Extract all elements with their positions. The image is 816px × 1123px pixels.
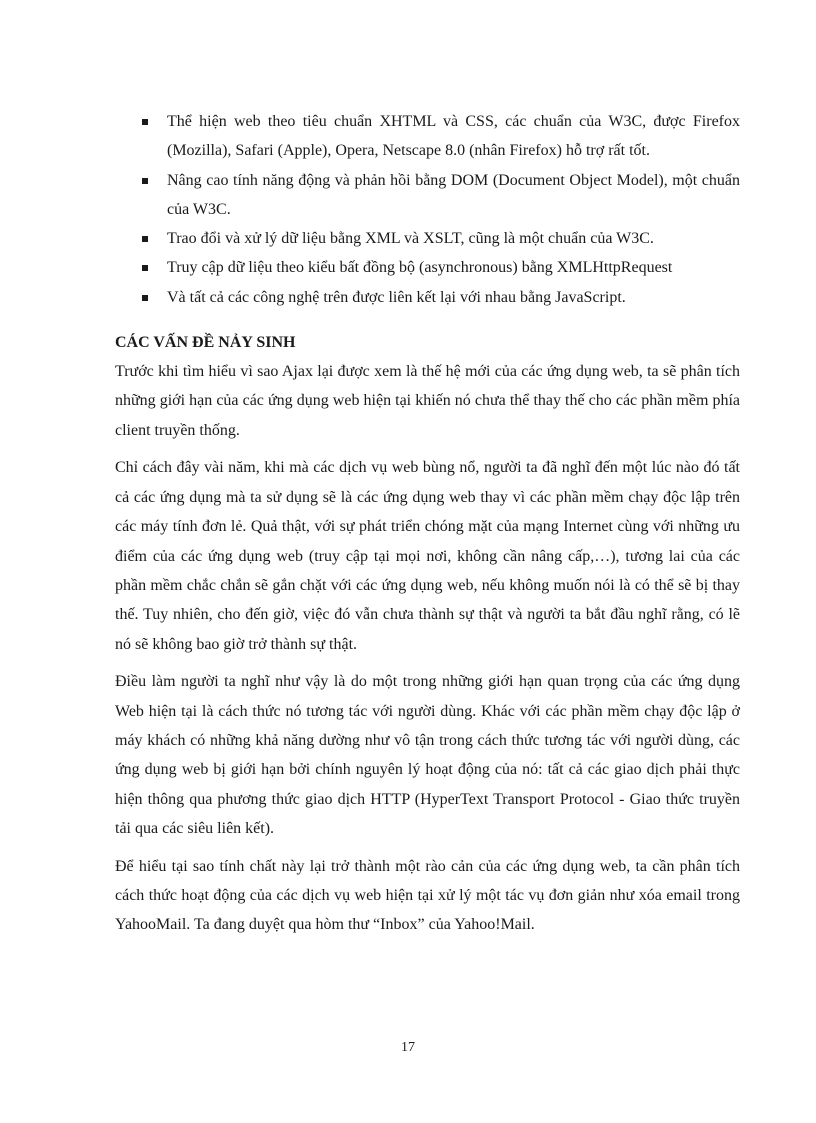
bullet-item [115,283,740,312]
page-number: 17 [401,1040,415,1055]
square-bullet-icon [142,265,148,271]
section-heading: CÁC VẤN ĐỀ NẢY SINH [115,334,296,352]
square-bullet-icon [142,178,148,184]
feature-bullet-list [115,107,740,312]
paragraph: Trước khi tìm hiểu vì sao Ajax lại được xem là thế hệ mới của các ứng dụng web, ta sẽ phân tích những giới hạn của các ứng dụng web hiện tại khiến nó chưa thể thay thế cho các phần mềm phía client truyền thống. [115,363,740,439]
bullet-text: Truy cập dữ liệu theo kiểu bất đồng bộ (asynchronous) bằng XMLHttpRequest [167,259,673,277]
paragraph: Chỉ cách đây vài năm, khi mà các dịch vụ web bùng nổ, người ta đã nghĩ đến một lúc nào đó tất cả các ứng dụng mà ta sử dụng sẽ là các ứng dụng web thay vì các phần mềm chạy độc lập trên các máy tính đơn lẻ. Quả thật, với sự phát triển chóng mặt của mạng Internet cùng với những ưu điểm của các ứng dụng web (truy cập tại mọi nơi, không cần nâng cấp,…), tương lai của các phần mềm chắc chắn sẽ gắn chặt với các ứng dụng web, nếu không muốn nói là có thể sẽ bị thay thế. Tuy nhiên, cho đến giờ, việc đó vẫn chưa thành sự thật và người ta bắt đầu nghĩ rằng, có lẽ nó sẽ không bao giờ trở thành sự thật. [115,459,740,653]
square-bullet-icon [142,119,148,125]
paragraph: Điều làm người ta nghĩ như vậy là do một trong những giới hạn quan trọng của các ứng dụng Web hiện tại là cách thức nó tương tác với người dùng. Khác với các phần mềm chạy độc lập ở máy khách có những khả năng dường như vô tận trong cách thức tương tác với người dùng, các ứng dụng web bị giới hạn bởi chính nguyên lý hoạt động của nó: tất cả các giao dịch phải thực hiện thông qua phương thức giao dịch HTTP (HyperText Transport Protocol - Giao thức truyền tải qua các siêu liên kết). [115,673,740,838]
bullet-text: Nâng cao tính năng động và phản hồi bằng DOM (Document Object Model), một chuẩn của W3C. [167,171,740,218]
square-bullet-icon [142,295,148,301]
bullet-item [115,224,740,253]
bullet-text: Trao đổi và xử lý dữ liệu bằng XML và XSLT, cũng là một chuẩn của W3C. [167,230,654,248]
bullet-text: Và tất cả các công nghệ trên được liên kết lại với nhau bằng JavaScript. [167,288,626,306]
page-content [115,107,740,948]
paragraph: Để hiểu tại sao tính chất này lại trở thành một rào cản của các ứng dụng web, ta cần phân tích cách thức hoạt động của các dịch vụ web hiện tại xử lý một tác vụ đơn giản như xóa email trong YahooMail. Ta đang duyệt qua hòm thư “Inbox” của Yahoo!Mail. [115,857,740,934]
bullet-text: Thể hiện web theo tiêu chuẩn XHTML và CSS, các chuẩn của W3C, được Firefox (Mozilla), Safari (Apple), Opera, Netscape 8.0 (nhân Firefox) hỗ trợ rất tốt. [167,113,740,160]
bullet-item [115,253,740,282]
bullet-item [115,107,740,166]
bullet-item [115,166,740,225]
square-bullet-icon [142,236,148,242]
